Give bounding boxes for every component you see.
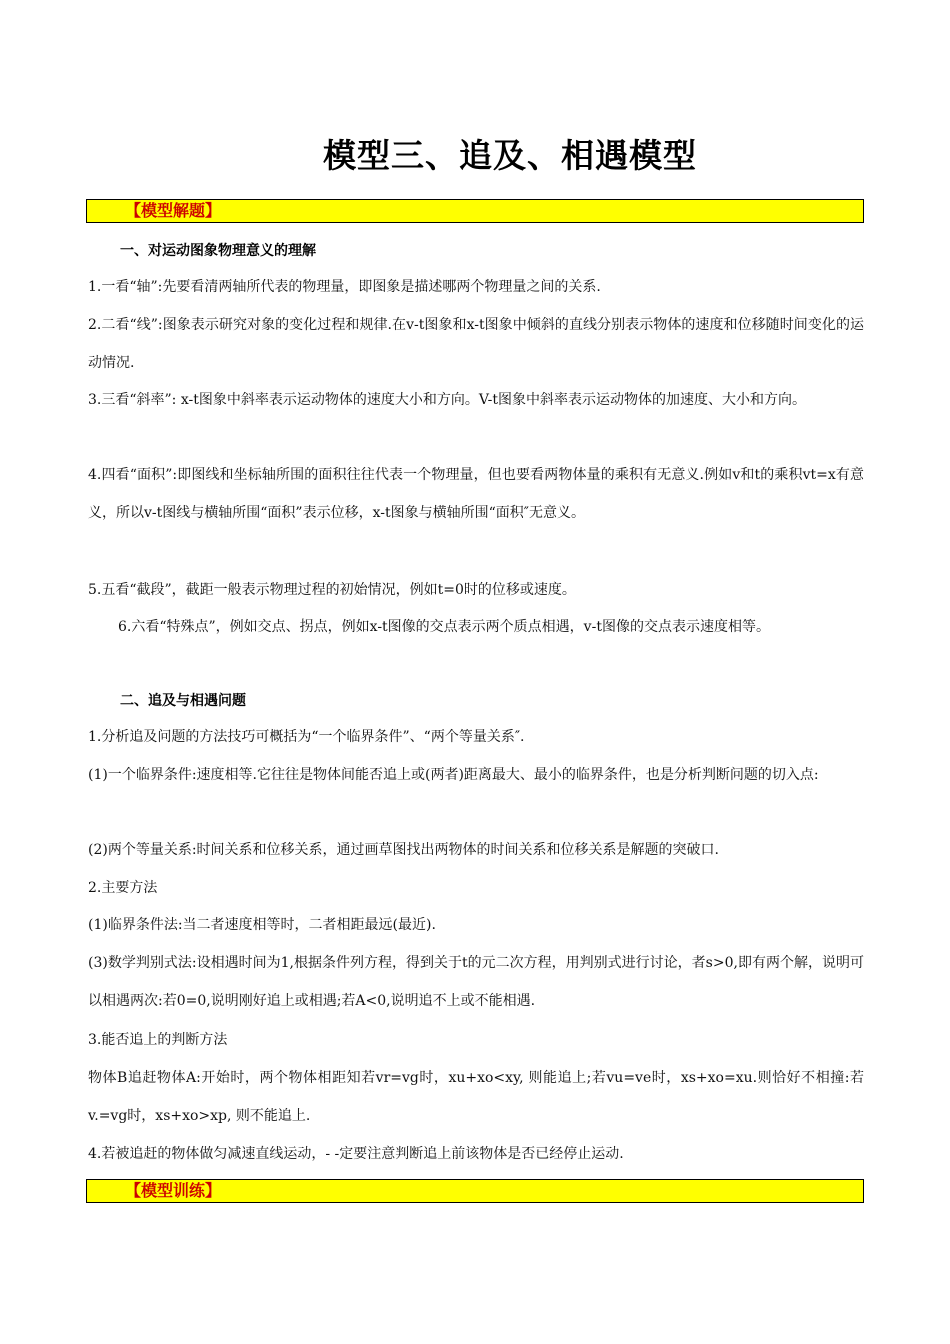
paragraph-line: 2.二看“线”:图象表示研究对象的变化过程和规律.在v-t图象和x-t图象中倾斜的直线分别表示物体的速度和位移随时间变化的运动情况. bbox=[88, 317, 864, 371]
paragraph-slope: 3.三看“斜率”: x-t图象中斜率表示运动物体的速度大小和方向。V-t图象中斜率表示运动物体的加速度、大小和方向。 bbox=[88, 392, 807, 408]
paragraph-discriminant-method: (3)数学判别式法:设相遇时间为1,根据条件列方程，得到关于t的元二次方程，用判别式进行讨论，者s>0,即有两个解，说明可以相遇两次:若0=0,说明刚好追上或相遇;若A<0,说明追不上或不能相遇. bbox=[88, 955, 864, 1009]
section-heading-graph-meaning: 一、对运动图象物理意义的理解 bbox=[120, 243, 316, 259]
paragraph-critical-condition: (1)一个临界条件:速度相等.它往往是物体间能否追上或(两者)距离最大、最小的临界条件，也是分析判断问题的切入点: bbox=[88, 767, 819, 783]
paragraph-main-methods: 2.主要方法 bbox=[88, 880, 158, 896]
paragraph-critical-method: (1)临界条件法:当二者速度相等时，二者相距最远(最近). bbox=[88, 917, 436, 933]
section-heading-pursuit: 二、追及与相遇问题 bbox=[120, 693, 246, 709]
paragraph-special-point: 6.六看“特殊点”，例如交点、拐点，例如x-t图像的交点表示两个质点相遇，v-t图像的交点表示速度相等。 bbox=[118, 619, 770, 635]
paragraph-deceleration-note: 4.若被追赶的物体做匀减速直线运动，- -定要注意判断追上前该物体是否已经停止运动. bbox=[88, 1146, 624, 1162]
paragraph-method-summary: 1.分析追及问题的方法技巧可概括为“一个临界条件”、“两个等量关系″. bbox=[88, 729, 525, 745]
paragraph-area: 4.四看“面积”:即图线和坐标轴所围的面积往往代表一个物理量，但也要看两物体量的乘积有无意义.例如v和t的乘积vt=x有意义，所以v-t图线与横轴所围“面积”表示位移，x-t图象与横轴所围“面积″无意义。 bbox=[88, 467, 864, 521]
paragraph-equal-relations: (2)两个等量关系:时间关系和位移关系，通过画草图找出两物体的时间关系和位移关系是解题的突破口. bbox=[88, 842, 719, 858]
paragraph-catchup-conditions: 物体B追赶物体A:开始时，两个物体相距知若vr=vg时，xu+xo<xy, 则能追上;若vu=ve时，xs+xo=xu.则恰好不相撞:若v.=vg时，xs+xo>xp, 则不能追上. bbox=[88, 1070, 864, 1124]
paragraph-intercept: 5.五看“截段”，截距一般表示物理过程的初始情况，例如t=0时的位移或速度。 bbox=[88, 582, 576, 598]
model-training-label: 【模型训练】 bbox=[125, 1181, 222, 1200]
model-training-banner bbox=[86, 1179, 864, 1203]
paragraph-axis: 1.一看“轴”:先要看清两轴所代表的物理量，即图象是描述哪两个物理量之间的关系. bbox=[88, 279, 601, 295]
model-solve-label: 【模型解题】 bbox=[125, 201, 222, 220]
model-solve-banner bbox=[86, 199, 864, 223]
paragraph-catchup-judgement: 3.能否追上的判断方法 bbox=[88, 1032, 228, 1048]
page-title: 模型三、追及、相遇模型 bbox=[323, 136, 697, 175]
